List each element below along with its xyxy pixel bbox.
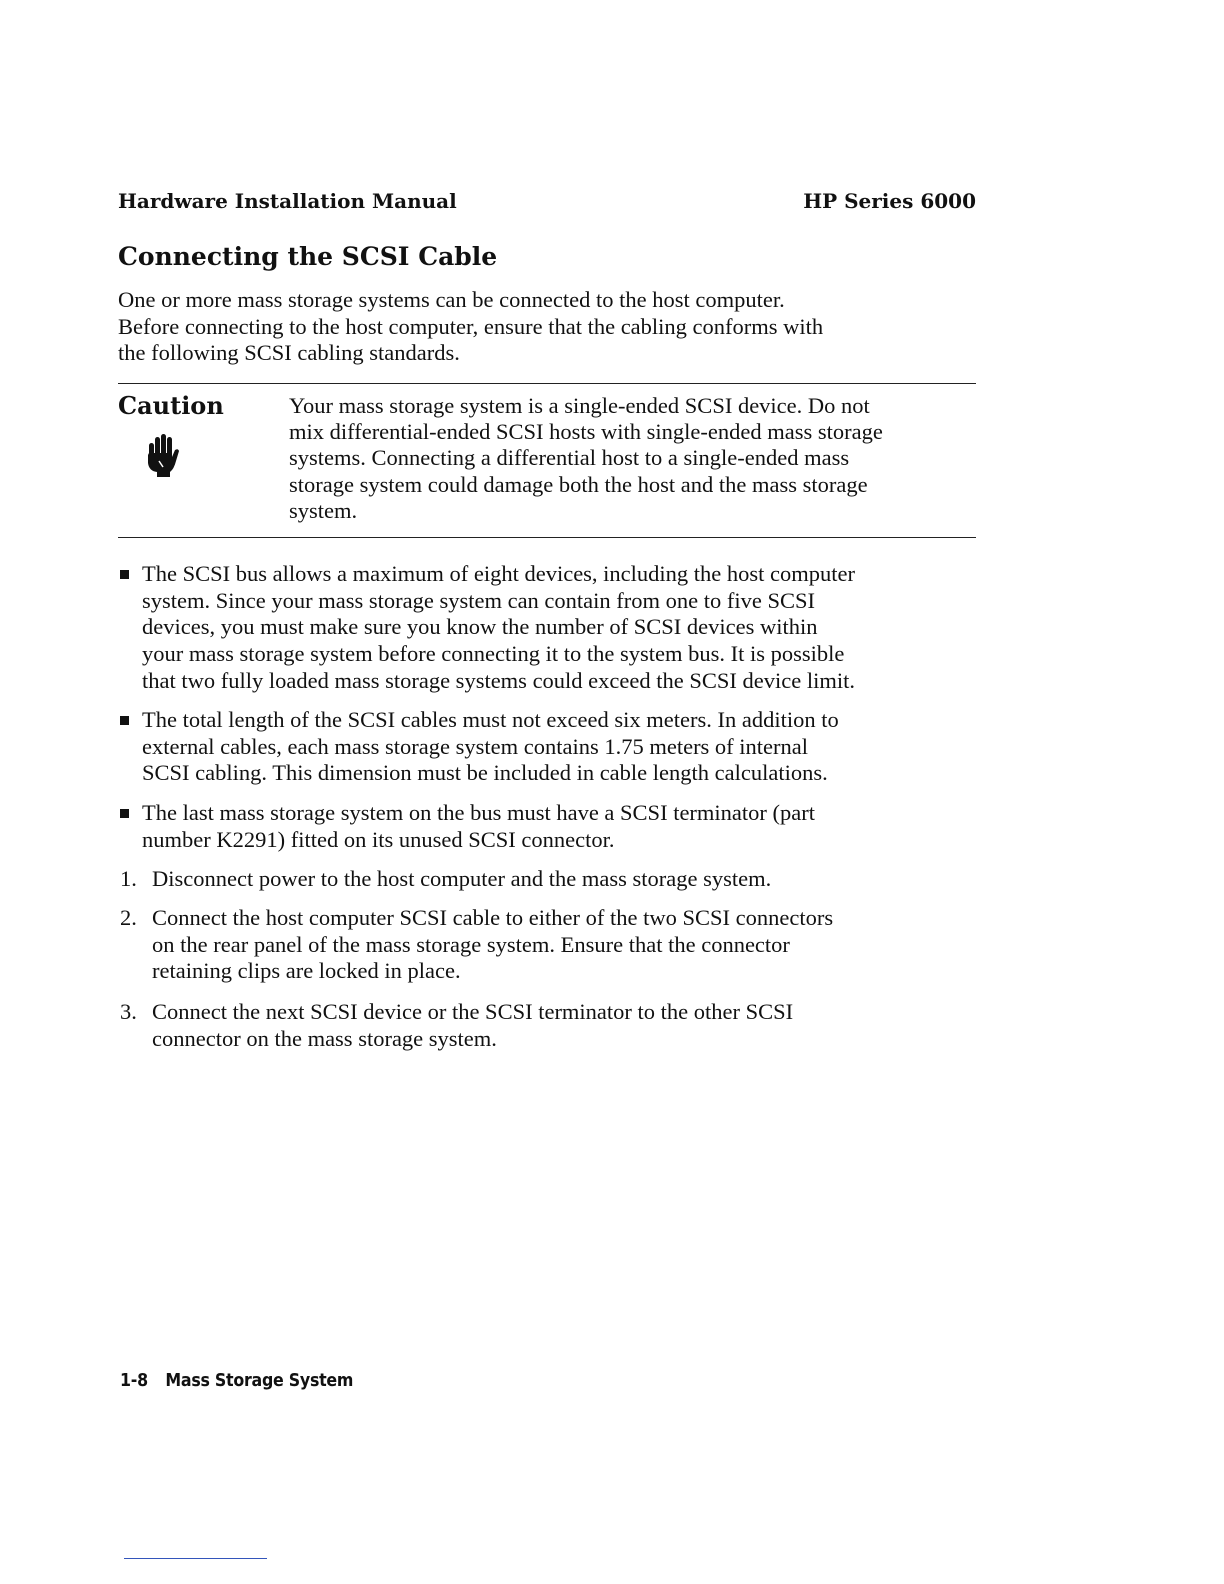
bullet-square-icon [120, 570, 129, 579]
step-number: 2. [120, 905, 137, 930]
caution-line: Your mass storage system is a single-ended SCSI device. Do not [289, 393, 870, 418]
intro-paragraph [118, 287, 978, 367]
page-footer [120, 1370, 353, 1391]
bullet-line: external cables, each mass storage system contains 1.75 meters of internal [142, 733, 809, 759]
step-line: Connect the host computer SCSI cable to either of the two SCSI connectors [152, 905, 834, 930]
step-line: connector on the mass storage system. [152, 1025, 497, 1051]
step-line: Disconnect power to the host computer and the mass storage system. [152, 866, 772, 891]
header-manual-title: Hardware Installation Manual [118, 189, 457, 213]
caution-line: systems. Connecting a differential host to a single-ended mass [289, 445, 850, 471]
footer-page-number: 1-8 [120, 1370, 148, 1391]
scan-edge-line [124, 1558, 267, 1559]
bullet-line: your mass storage system before connecting it to the system bus. It is possible [142, 641, 845, 667]
step-number: 3. [120, 999, 137, 1024]
step-line: Connect the next SCSI device or the SCSI terminator to the other SCSI [152, 999, 794, 1024]
bullet-line: SCSI cabling. This dimension must be included in cable length calculations. [142, 760, 828, 786]
bullet-square-icon [120, 809, 129, 818]
bullet-line: that two fully loaded mass storage systems could exceed the SCSI device limit. [142, 667, 855, 693]
bullet-line: The last mass storage system on the bus must have a SCSI terminator (part [142, 800, 816, 825]
intro-line: One or more mass storage systems can be connected to the host computer. [118, 287, 785, 312]
step-number: 1. [120, 866, 137, 891]
bullet-square-icon [120, 716, 129, 725]
bullet-line: The total length of the SCSI cables must not exceed six meters. In addition to [142, 707, 839, 732]
section-title: Connecting the SCSI Cable [118, 242, 498, 271]
bullet-line: The SCSI bus allows a maximum of eight devices, including the host computer [142, 561, 856, 586]
bullet-line: system. Since your mass storage system can contain from one to five SCSI [142, 587, 816, 613]
caution-line: storage system could damage both the host and the mass storage [289, 471, 868, 497]
header-product-name: HP Series 6000 [803, 189, 976, 213]
caution-label: Caution [118, 391, 224, 420]
caution-text [289, 393, 979, 524]
step-line: retaining clips are locked in place. [152, 958, 461, 984]
bullet-line: number K2291) fitted on its unused SCSI connector. [142, 826, 615, 852]
bullet-line: devices, you must make sure you know the number of SCSI devices within [142, 614, 818, 640]
footer-chapter-title: Mass Storage System [165, 1370, 354, 1391]
caution-line: mix differential-ended SCSI hosts with single-ended mass storage [289, 419, 883, 445]
caution-line: system. [289, 497, 358, 523]
caution-box [118, 383, 976, 538]
hand-stop-icon [143, 431, 183, 477]
step-line: on the rear panel of the mass storage system. Ensure that the connector [152, 931, 790, 957]
running-header [118, 189, 976, 213]
intro-line: Before connecting to the host computer, ensure that the cabling conforms with [118, 313, 824, 339]
intro-line: the following SCSI cabling standards. [118, 340, 460, 365]
